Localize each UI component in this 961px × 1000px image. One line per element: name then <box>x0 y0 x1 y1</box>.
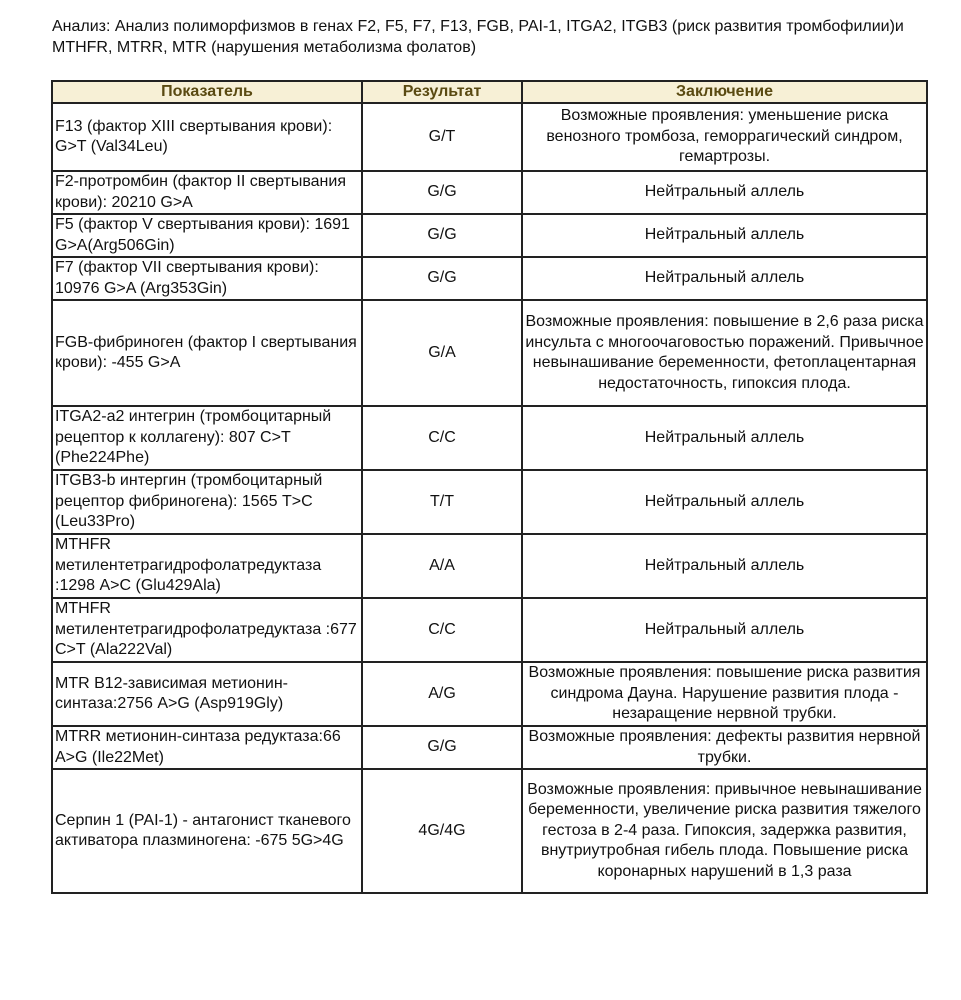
conclusion-cell: Возможные проявления: дефекты развития нервной трубки. <box>522 726 927 769</box>
result-cell: C/C <box>362 406 522 470</box>
result-cell: G/G <box>362 171 522 214</box>
parameter-cell: F2-протромбин (фактор II свертывания крови): 20210 G>A <box>52 171 362 214</box>
results-table <box>51 80 928 894</box>
conclusion-cell: Нейтральный аллель <box>522 534 927 598</box>
conclusion-cell: Нейтральный аллель <box>522 598 927 662</box>
table-row <box>52 257 927 300</box>
result-cell: G/G <box>362 257 522 300</box>
table-header-row <box>52 81 927 103</box>
table-row <box>52 214 927 257</box>
parameter-cell: MTHFR метилентетрагидрофолатредуктаза :1298 A>C (Glu429Ala) <box>52 534 362 598</box>
conclusion-cell: Нейтральный аллель <box>522 406 927 470</box>
parameter-cell: F5 (фактор V свертывания крови): 1691 G>A(Arg506Gin) <box>52 214 362 257</box>
result-cell: G/T <box>362 103 522 171</box>
result-cell: G/G <box>362 726 522 769</box>
parameter-cell: MTR B12-зависимая метионин-синтаза:2756 A>G (Asp919Gly) <box>52 662 362 726</box>
parameter-cell: ITGB3-b интергин (тромбоцитарный рецептор фибриногена): 1565 T>C (Leu33Pro) <box>52 470 362 534</box>
conclusion-cell: Нейтральный аллель <box>522 214 927 257</box>
result-cell: G/A <box>362 300 522 406</box>
table-row <box>52 103 927 171</box>
result-cell: A/A <box>362 534 522 598</box>
conclusion-cell: Возможные проявления: привычное невынашивание беременности, увеличение риска развития тяжелого гестоза в 2-4 раза. Гипоксия, задержка развития, внутриутробная гибель плода. Повышение риска коронарных нарушений в 1,3 раза <box>522 769 927 893</box>
conclusion-cell: Нейтральный аллель <box>522 470 927 534</box>
result-cell: C/C <box>362 598 522 662</box>
conclusion-cell: Возможные проявления: уменьшение риска венозного тромбоза, геморрагический синдром, гемартрозы. <box>522 103 927 171</box>
result-cell: A/G <box>362 662 522 726</box>
header-parameter: Показатель <box>52 81 362 103</box>
header-result: Результат <box>362 81 522 103</box>
result-cell: G/G <box>362 214 522 257</box>
conclusion-cell: Возможные проявления: повышение в 2,6 раза риска инсульта с многоочаговостью поражений. Привычное невынашивание беременности, фетоплацентарная недостаточность, гипоксия плода. <box>522 300 927 406</box>
parameter-cell: MTHFR метилентетрагидрофолатредуктаза :677 C>T (Ala222Val) <box>52 598 362 662</box>
result-cell: 4G/4G <box>362 769 522 893</box>
parameter-cell: Серпин 1 (PAI-1) - антагонист тканевого активатора плазминогена: -675 5G>4G <box>52 769 362 893</box>
table-row <box>52 726 927 769</box>
table-row <box>52 470 927 534</box>
table-row <box>52 769 927 893</box>
parameter-cell: F13 (фактор XIII свертывания крови): G>T (Val34Leu) <box>52 103 362 171</box>
table-row <box>52 598 927 662</box>
conclusion-cell: Нейтральный аллель <box>522 171 927 214</box>
table-row <box>52 662 927 726</box>
analysis-title: Анализ: Анализ полиморфизмов в генах F2, F5, F7, F13, FGB, PAI-1, ITGA2, ITGB3 (риск развития тромбофилии)и MTHFR, MTRR, MTR (нарушения метаболизма фолатов) <box>52 18 904 56</box>
table-row <box>52 534 927 598</box>
parameter-cell: MTRR метионин-синтаза редуктаза:66 A>G (Ile22Met) <box>52 726 362 769</box>
parameter-cell: FGB-фибриноген (фактор I свертывания крови): -455 G>A <box>52 300 362 406</box>
parameter-cell: ITGA2-a2 интегрин (тромбоцитарный рецептор к коллагену): 807 C>T (Phe224Phe) <box>52 406 362 470</box>
table-row <box>52 171 927 214</box>
result-cell: T/T <box>362 470 522 534</box>
parameter-cell: F7 (фактор VII свертывания крови): 10976 G>A (Arg353Gin) <box>52 257 362 300</box>
conclusion-cell: Возможные проявления: повышение риска развития синдрома Дауна. Нарушение развития плода - незаращение нервной трубки. <box>522 662 927 726</box>
header-conclusion: Заключение <box>522 81 927 103</box>
table-row <box>52 406 927 470</box>
table-row <box>52 300 927 406</box>
conclusion-cell: Нейтральный аллель <box>522 257 927 300</box>
